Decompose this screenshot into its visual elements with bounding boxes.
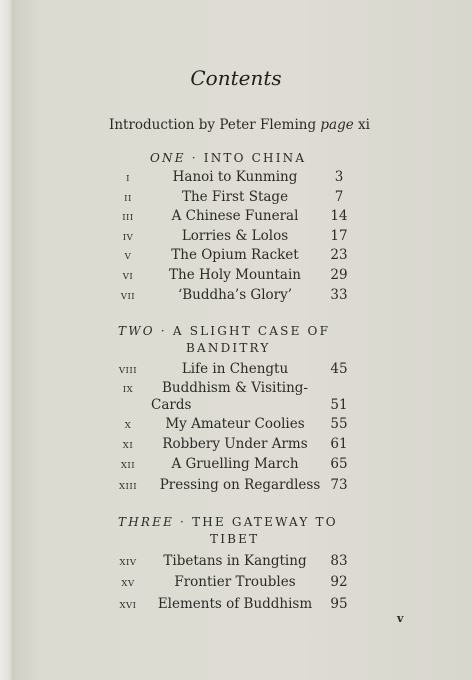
part-separator: ·: [160, 324, 167, 338]
toc-row: [0, 456, 472, 476]
toc-row: [0, 361, 472, 381]
chapter-title: ‘Buddha’s Glory’: [177, 287, 293, 303]
toc-row: [0, 553, 472, 573]
chapter-page: 51: [330, 397, 348, 413]
toc-row: [0, 228, 472, 248]
part-number: THREE: [118, 515, 175, 529]
chapter-page: 7: [334, 189, 344, 205]
chapter-title-line1: Buddhism & Visiting-: [162, 380, 308, 396]
toc-row: [0, 267, 472, 287]
chapter-title: A Chinese Funeral: [171, 208, 299, 224]
chapter-numeral: XVI: [119, 601, 137, 611]
part-number: TWO: [118, 324, 155, 338]
chapter-numeral: X: [124, 421, 132, 431]
chapter-numeral: VIII: [118, 366, 138, 376]
chapter-title: The First Stage: [181, 189, 289, 205]
chapter-title: Life in Chengtu: [181, 361, 289, 377]
introduction-entry: [109, 117, 370, 133]
toc-row: [0, 247, 472, 267]
chapter-title: Lorries & Lolos: [181, 228, 289, 244]
chapter-numeral: V: [124, 252, 132, 262]
introduction-text: Introduction by Peter Fleming: [109, 117, 317, 133]
toc-row: [0, 208, 472, 228]
chapter-page: 33: [330, 287, 348, 303]
toc-row: [0, 477, 472, 497]
part-title-continued: TIBET: [210, 532, 260, 546]
part-heading-three: [118, 514, 338, 531]
chapter-title: Pressing on Regardless: [159, 477, 321, 493]
chapter-numeral: VI: [122, 272, 134, 282]
chapter-title: Robbery Under Arms: [162, 436, 308, 452]
chapter-page: 83: [330, 553, 348, 569]
chapter-numeral: VII: [120, 292, 136, 302]
toc-row: [0, 416, 472, 436]
chapter-page: 73: [330, 477, 348, 493]
chapter-page: 3: [334, 169, 344, 185]
chapter-numeral: XII: [120, 461, 136, 471]
introduction-page: xi: [358, 117, 370, 133]
chapter-numeral: XIII: [118, 482, 138, 492]
chapter-page: 65: [330, 456, 348, 472]
part-heading-two-line2: [186, 340, 271, 357]
chapter-title: Tibetans in Kangting: [163, 553, 307, 569]
page-folio: v: [397, 612, 404, 625]
chapter-numeral: IV: [122, 233, 134, 243]
chapter-page: 14: [330, 208, 348, 224]
chapter-title: Hanoi to Kunming: [172, 169, 298, 185]
part-heading-one: [150, 150, 306, 167]
chapter-page: 17: [330, 228, 348, 244]
part-separator: ·: [191, 151, 198, 165]
chapter-title: The Holy Mountain: [169, 267, 301, 283]
chapter-numeral: I: [126, 174, 130, 184]
chapter-title: The Opium Racket: [171, 247, 299, 263]
chapter-title: My Amateur Coolies: [165, 416, 305, 432]
chapter-title: A Gruelling March: [171, 456, 299, 472]
toc-row: [0, 380, 472, 420]
part-title: INTO CHINA: [203, 151, 307, 165]
chapter-title: Frontier Troubles: [174, 574, 296, 590]
part-heading-two: [118, 323, 330, 340]
chapter-page: 55: [330, 416, 348, 432]
toc-row: [0, 169, 472, 189]
part-title: A SLIGHT CASE OF: [172, 324, 331, 338]
part-title-continued: BANDITRY: [186, 341, 271, 355]
toc-row: [0, 574, 472, 594]
chapter-numeral: II: [124, 194, 132, 204]
chapter-page: 95: [330, 596, 348, 612]
chapter-numeral: III: [122, 213, 134, 223]
chapter-page: 61: [330, 436, 348, 452]
toc-row: [0, 436, 472, 456]
page-word: page: [320, 117, 354, 133]
chapter-numeral: XI: [122, 441, 134, 451]
part-title: THE GATEWAY TO: [192, 515, 338, 529]
chapter-page: 45: [330, 361, 348, 377]
toc-row: [0, 189, 472, 209]
part-number: ONE: [150, 151, 186, 165]
chapter-numeral: IX: [122, 385, 134, 395]
part-separator: ·: [180, 515, 187, 529]
chapter-page: 23: [330, 247, 348, 263]
part-heading-three-line2: [210, 531, 259, 548]
page-title: Contents: [190, 66, 282, 90]
chapter-page: 92: [330, 574, 348, 590]
chapter-title-line2: Cards: [151, 397, 192, 413]
chapter-numeral: XV: [121, 579, 135, 589]
chapter-numeral: XIV: [119, 558, 137, 568]
chapter-page: 29: [330, 267, 348, 283]
chapter-title: Elements of Buddhism: [157, 596, 313, 612]
toc-row: [0, 287, 472, 307]
